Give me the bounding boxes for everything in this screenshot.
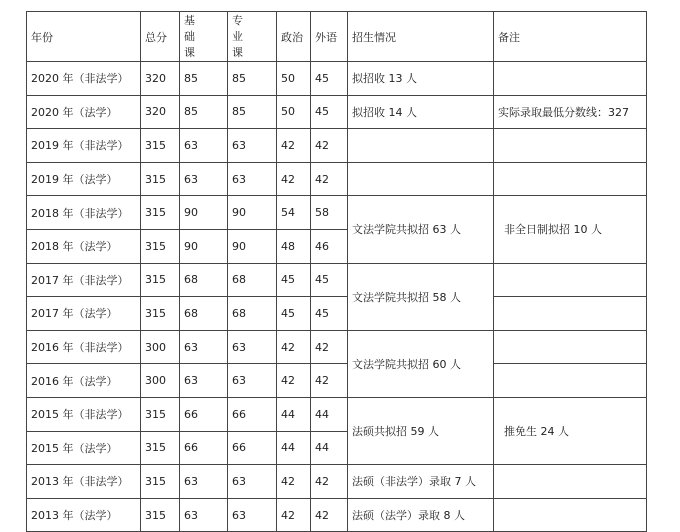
cell-year: 2013 年（非法学） [27, 465, 141, 499]
cell-politics: 42 [277, 498, 311, 532]
cell-basic: 90 [180, 196, 228, 230]
cell-politics: 44 [277, 397, 311, 431]
table-row [27, 397, 647, 431]
cell-total: 320 [141, 95, 180, 129]
cell-total: 300 [141, 364, 180, 398]
cell-politics: 45 [277, 297, 311, 331]
cell-enrollment: 法硕共拟招 59 人 [348, 397, 494, 464]
cell-basic: 63 [180, 498, 228, 532]
cell-foreign: 42 [311, 498, 348, 532]
header-total: 总分 [141, 12, 180, 62]
cell-foreign: 44 [311, 397, 348, 431]
cell-notes [494, 330, 647, 364]
cell-year: 2018 年（法学） [27, 229, 141, 263]
cell-total: 315 [141, 263, 180, 297]
cell-politics: 44 [277, 431, 311, 465]
cell-year: 2016 年（法学） [27, 364, 141, 398]
cell-major: 63 [228, 330, 277, 364]
header-politics: 政治 [277, 12, 311, 62]
cell-politics: 42 [277, 162, 311, 196]
cell-enrollment: 拟招收 14 人 [348, 95, 494, 129]
cell-politics: 42 [277, 330, 311, 364]
table-row [27, 95, 647, 129]
header-row [27, 12, 647, 62]
cell-notes [494, 129, 647, 163]
cell-foreign: 45 [311, 62, 348, 96]
cell-politics: 42 [277, 129, 311, 163]
cell-enrollment [348, 162, 494, 196]
cell-foreign: 42 [311, 129, 348, 163]
cell-enrollment: 拟招收 13 人 [348, 62, 494, 96]
table-row [27, 129, 647, 163]
cell-year: 2013 年（法学） [27, 498, 141, 532]
cell-foreign: 42 [311, 162, 348, 196]
table-row [27, 498, 647, 532]
cell-total: 315 [141, 498, 180, 532]
cell-notes: 非全日制拟招 10 人 [494, 196, 647, 263]
cell-foreign: 44 [311, 431, 348, 465]
cell-basic: 63 [180, 364, 228, 398]
cell-total: 300 [141, 330, 180, 364]
cell-foreign: 45 [311, 263, 348, 297]
cell-foreign: 42 [311, 465, 348, 499]
table-row [27, 196, 647, 230]
cell-enrollment: 文法学院共拟招 60 人 [348, 330, 494, 397]
cell-notes: 推免生 24 人 [494, 397, 647, 464]
cell-enrollment: 法硕（法学）录取 8 人 [348, 498, 494, 532]
cell-basic: 85 [180, 95, 228, 129]
cell-total: 320 [141, 62, 180, 96]
cell-notes [494, 498, 647, 532]
cell-total: 315 [141, 297, 180, 331]
cell-notes [494, 162, 647, 196]
cell-total: 315 [141, 229, 180, 263]
cell-politics: 42 [277, 465, 311, 499]
table-row [27, 297, 647, 331]
cell-major: 68 [228, 263, 277, 297]
cell-basic: 63 [180, 162, 228, 196]
cell-year: 2020 年（非法学） [27, 62, 141, 96]
cell-total: 315 [141, 196, 180, 230]
cell-major: 90 [228, 229, 277, 263]
header-enrollment: 招生情况 [348, 12, 494, 62]
cell-basic: 90 [180, 229, 228, 263]
cell-year: 2015 年（法学） [27, 431, 141, 465]
cell-notes: 实际录取最低分数线：327 [494, 95, 647, 129]
cell-notes [494, 62, 647, 96]
cell-notes [494, 263, 647, 297]
cell-politics: 42 [277, 364, 311, 398]
cell-major: 63 [228, 162, 277, 196]
cell-total: 315 [141, 129, 180, 163]
cell-foreign: 42 [311, 364, 348, 398]
cell-basic: 85 [180, 62, 228, 96]
table-row [27, 364, 647, 398]
cell-foreign: 46 [311, 229, 348, 263]
cell-year: 2017 年（非法学） [27, 263, 141, 297]
cell-year: 2019 年（非法学） [27, 129, 141, 163]
header-foreign-language: 外语 [311, 12, 348, 62]
cell-major: 85 [228, 62, 277, 96]
cell-major: 63 [228, 465, 277, 499]
cell-basic: 66 [180, 397, 228, 431]
table-row [27, 465, 647, 499]
cell-basic: 68 [180, 297, 228, 331]
cell-foreign: 58 [311, 196, 348, 230]
table-row [27, 62, 647, 96]
cell-major: 90 [228, 196, 277, 230]
cell-year: 2016 年（非法学） [27, 330, 141, 364]
cell-politics: 48 [277, 229, 311, 263]
cell-basic: 63 [180, 330, 228, 364]
cell-year: 2018 年（非法学） [27, 196, 141, 230]
cell-total: 315 [141, 397, 180, 431]
cell-major: 63 [228, 129, 277, 163]
cell-notes [494, 297, 647, 331]
header-major-course: 专 业 课 [228, 12, 277, 62]
cell-major: 63 [228, 498, 277, 532]
cell-year: 2020 年（法学） [27, 95, 141, 129]
table-row [27, 330, 647, 364]
admission-score-table [26, 11, 647, 532]
cell-year: 2015 年（非法学） [27, 397, 141, 431]
cell-enrollment: 文法学院共拟招 58 人 [348, 263, 494, 330]
cell-major: 85 [228, 95, 277, 129]
cell-total: 315 [141, 465, 180, 499]
table-row [27, 263, 647, 297]
table-row [27, 162, 647, 196]
cell-enrollment [348, 129, 494, 163]
cell-major: 68 [228, 297, 277, 331]
cell-enrollment: 文法学院共拟招 63 人 [348, 196, 494, 263]
table-body [27, 12, 647, 532]
cell-basic: 63 [180, 465, 228, 499]
cell-foreign: 45 [311, 95, 348, 129]
cell-year: 2019 年（法学） [27, 162, 141, 196]
header-notes: 备注 [494, 12, 647, 62]
cell-politics: 45 [277, 263, 311, 297]
header-year: 年份 [27, 12, 141, 62]
cell-year: 2017 年（法学） [27, 297, 141, 331]
cell-notes [494, 364, 647, 398]
cell-basic: 68 [180, 263, 228, 297]
cell-basic: 66 [180, 431, 228, 465]
header-basic-course: 基 础 课 [180, 12, 228, 62]
cell-notes [494, 465, 647, 499]
cell-politics: 50 [277, 62, 311, 96]
cell-basic: 63 [180, 129, 228, 163]
cell-enrollment: 法硕（非法学）录取 7 人 [348, 465, 494, 499]
cell-foreign: 45 [311, 297, 348, 331]
cell-politics: 54 [277, 196, 311, 230]
cell-total: 315 [141, 162, 180, 196]
cell-total: 315 [141, 431, 180, 465]
cell-foreign: 42 [311, 330, 348, 364]
cell-major: 63 [228, 364, 277, 398]
cell-politics: 50 [277, 95, 311, 129]
cell-major: 66 [228, 431, 277, 465]
cell-major: 66 [228, 397, 277, 431]
